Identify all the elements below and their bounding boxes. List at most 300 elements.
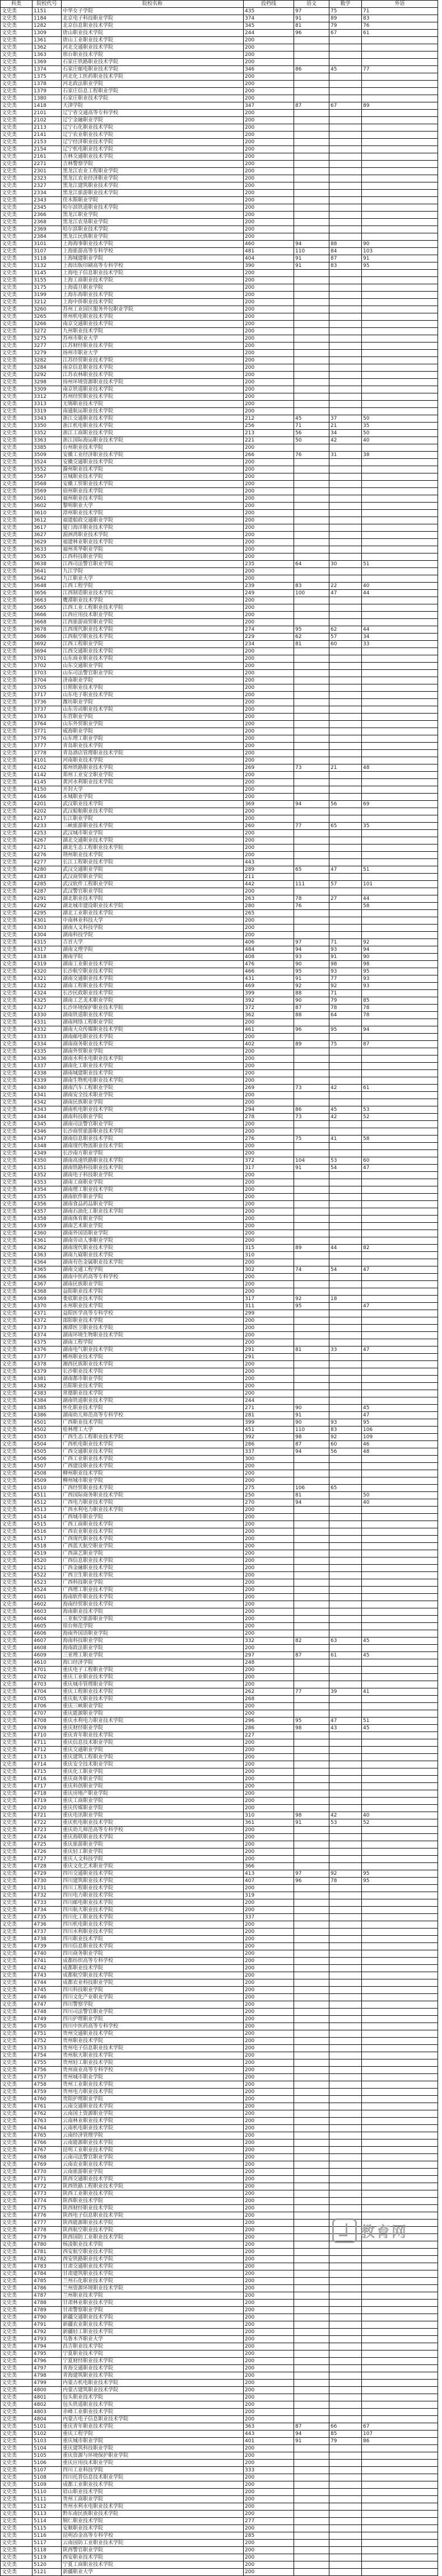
table-row	[1, 30, 438, 37]
cell-code: 5115	[32, 2525, 62, 2532]
table-row	[1, 1063, 438, 1070]
cell-subject: 文史类	[1, 2387, 32, 2394]
cell-subject: 文史类	[1, 452, 32, 459]
cell-subject: 文史类	[1, 2249, 32, 2256]
cell-subject: 文史类	[1, 328, 32, 335]
cell-line: 451	[244, 1427, 294, 1434]
cell-code: 3567	[32, 473, 62, 481]
cell-english	[362, 1048, 438, 1055]
cell-chinese	[294, 2016, 329, 2023]
cell-subject: 文史类	[1, 1521, 32, 1528]
cell-subject: 文史类	[1, 859, 32, 866]
table-row	[1, 124, 438, 132]
cell-line: 248	[244, 1659, 294, 1667]
cell-chinese	[294, 1696, 329, 1703]
cell-code: 4356	[32, 1201, 62, 1208]
cell-code: 3648	[32, 583, 62, 590]
cell-name: 湖南民族职业学院	[62, 1281, 244, 1288]
cell-subject: 文史类	[1, 1594, 32, 1601]
table-row	[1, 1536, 438, 1543]
cell-chinese	[294, 2227, 329, 2234]
cell-english	[362, 1536, 438, 1543]
cell-chinese: 83	[294, 583, 329, 590]
cell-subject: 文史类	[1, 270, 32, 277]
cell-chinese: 74	[294, 1266, 329, 1274]
cell-code: 4757	[32, 2074, 62, 2081]
table-row	[1, 452, 438, 459]
cell-english	[362, 2081, 438, 2089]
cell-code: 4779	[32, 2234, 62, 2241]
table-row	[1, 1157, 438, 1165]
cell-code: 4271	[32, 844, 62, 852]
cell-subject: 文史类	[1, 1419, 32, 1427]
cell-code: 4729	[32, 1870, 62, 1878]
cell-math	[329, 2380, 362, 2387]
table-row	[1, 488, 438, 495]
cell-subject: 文史类	[1, 219, 32, 226]
table-row	[1, 1856, 438, 1863]
cell-line: 200	[244, 2547, 294, 2554]
cell-math	[329, 401, 362, 408]
cell-name: 重庆工程职业技术学院	[62, 1688, 244, 1696]
table-row	[1, 81, 438, 88]
cell-code: 2343	[32, 197, 62, 204]
table-row	[1, 990, 438, 997]
table-row	[1, 2460, 438, 2467]
cell-code: 4701	[32, 1667, 62, 1674]
cell-line: 200	[244, 604, 294, 612]
cell-subject: 文史类	[1, 1099, 32, 1106]
cell-english	[362, 786, 438, 794]
cell-chinese	[294, 2205, 329, 2212]
cell-name: 湖北生态工程职业技术学院	[62, 844, 244, 852]
cell-line: 200	[244, 1645, 294, 1652]
cell-line: 200	[244, 2074, 294, 2081]
cell-chinese	[294, 2503, 329, 2511]
cell-line: 200	[244, 779, 294, 786]
cell-line: 200	[244, 1223, 294, 1230]
cell-name: 湖南工程学院	[62, 1339, 244, 1346]
cell-math	[329, 2561, 362, 2569]
cell-code: 4385	[32, 1405, 62, 1412]
cell-chinese: 98	[294, 1725, 329, 1732]
cell-code: 5116	[32, 2532, 62, 2540]
cell-code: 4706	[32, 1703, 62, 1710]
cell-english	[362, 721, 438, 728]
cell-english: 44	[362, 626, 438, 634]
cell-line: 200	[244, 1128, 294, 1135]
cell-name: 内蒙古电子信息职业技术学院	[62, 2416, 244, 2423]
table-row	[1, 1448, 438, 1456]
table-row	[1, 2365, 438, 2372]
cell-line: 200	[244, 699, 294, 706]
table-row	[1, 1208, 438, 1216]
cell-english	[362, 292, 438, 299]
cell-name: 湖南外国语职业学院	[62, 1230, 244, 1237]
cell-english: 58	[362, 1135, 438, 1143]
cell-name: 浙江国际海运职业技术学院	[62, 437, 244, 444]
cell-subject: 文史类	[1, 226, 32, 233]
cell-chinese	[294, 2030, 329, 2038]
cell-math	[329, 1048, 362, 1055]
cell-code: 4711	[32, 1739, 62, 1747]
table-row	[1, 1688, 438, 1696]
cell-line: 200	[244, 2343, 294, 2350]
col-header-line: 投档线	[244, 1, 294, 8]
cell-chinese: 90	[294, 1419, 329, 1427]
table-row	[1, 1005, 438, 1012]
cell-subject: 文史类	[1, 764, 32, 772]
table-row	[1, 2409, 438, 2416]
cell-math	[329, 750, 362, 757]
cell-name: 西安航空职业技术学院	[62, 2249, 244, 2256]
cell-subject: 文史类	[1, 73, 32, 81]
cell-code: 3260	[32, 306, 62, 313]
cell-chinese	[294, 175, 329, 182]
table-row	[1, 2423, 438, 2430]
cell-code: 4784	[32, 2270, 62, 2278]
cell-subject: 文史类	[1, 1630, 32, 1637]
cell-code: 4793	[32, 2336, 62, 2343]
cell-math	[329, 153, 362, 161]
cell-subject: 文史类	[1, 1346, 32, 1354]
cell-line: 200	[244, 728, 294, 735]
cell-line: 275	[244, 1485, 294, 1492]
cell-chinese	[294, 335, 329, 342]
cell-math: 56	[329, 1448, 362, 1456]
cell-line: 200	[244, 2496, 294, 2503]
cell-code: 4347	[32, 1135, 62, 1143]
cell-chinese	[294, 1929, 329, 1936]
cell-chinese	[294, 2067, 329, 2074]
cell-english	[362, 1703, 438, 1710]
cell-chinese	[294, 2052, 329, 2059]
cell-code: 4506	[32, 1456, 62, 1463]
cell-english	[362, 1848, 438, 1856]
cell-subject: 文史类	[1, 1834, 32, 1841]
cell-name: 湖南司法警官职业学院	[62, 1121, 244, 1128]
table-row	[1, 1026, 438, 1034]
cell-code: 4253	[32, 830, 62, 837]
cell-code: 5114	[32, 2518, 62, 2525]
cell-code: 4608	[32, 1645, 62, 1652]
cell-code: 1375	[32, 73, 62, 81]
cell-english	[362, 1507, 438, 1514]
cell-chinese	[294, 2481, 329, 2489]
cell-name: 重庆建筑工程职业学院	[62, 1754, 244, 1761]
cell-subject: 文史类	[1, 2234, 32, 2241]
cell-chinese	[294, 2336, 329, 2343]
cell-name: 新疆农业职业技术学院	[62, 2321, 244, 2329]
cell-name: 四川职业技术学院	[62, 1936, 244, 1943]
cell-math	[329, 2387, 362, 2394]
cell-english	[362, 1019, 438, 1026]
cell-chinese	[294, 1055, 329, 1063]
cell-math	[329, 612, 362, 619]
table-row	[1, 2183, 438, 2190]
cell-math: 42	[329, 1114, 362, 1121]
cell-english	[362, 204, 438, 212]
table-row	[1, 1907, 438, 1914]
cell-subject: 文史类	[1, 1528, 32, 1536]
cell-english	[362, 37, 438, 44]
cell-name: 重庆城市管理职业学院	[62, 1681, 244, 1688]
table-row	[1, 364, 438, 372]
cell-chinese	[294, 1507, 329, 1514]
cell-name: 重庆三峡职业学院	[62, 1703, 244, 1710]
cell-english	[362, 2394, 438, 2401]
cell-line: 476	[244, 961, 294, 968]
cell-subject: 文史类	[1, 1368, 32, 1376]
col-header-code: 院校代号	[32, 1, 62, 8]
cell-math	[329, 1216, 362, 1223]
cell-english	[362, 2089, 438, 2096]
cell-code: 3692	[32, 641, 62, 648]
cell-code: 4758	[32, 2081, 62, 2089]
cell-math	[329, 1223, 362, 1230]
cell-math	[329, 2481, 362, 2489]
table-row	[1, 459, 438, 466]
cell-code: 3641	[32, 568, 62, 575]
table-row	[1, 524, 438, 532]
cell-math	[329, 372, 362, 379]
table-row	[1, 830, 438, 837]
cell-name: 湖南外贸职业学院	[62, 1048, 244, 1055]
cell-chinese	[294, 2183, 329, 2190]
cell-subject: 文史类	[1, 524, 32, 532]
cell-line: 200	[244, 510, 294, 517]
cell-english: 77	[362, 66, 438, 73]
cell-chinese	[294, 59, 329, 66]
cell-english	[362, 2183, 438, 2190]
cell-math	[329, 510, 362, 517]
cell-math	[329, 2118, 362, 2125]
cell-name: 浙江工商职业技术学院	[62, 430, 244, 437]
table-row	[1, 1346, 438, 1354]
cell-line: 286	[244, 1725, 294, 1732]
cell-english	[362, 794, 438, 801]
cell-english	[362, 1179, 438, 1186]
cell-name: 青岛酒店管理职业技术学院	[62, 750, 244, 757]
cell-english	[362, 2198, 438, 2205]
cell-chinese	[294, 1310, 329, 1317]
cell-chinese	[294, 2110, 329, 2118]
cell-math	[329, 1201, 362, 1208]
cell-line: 200	[244, 1092, 294, 1099]
cell-line: 413	[244, 1870, 294, 1878]
cell-name: 苏州经贸职业技术学院	[62, 393, 244, 401]
cell-chinese	[294, 1383, 329, 1390]
cell-name: 重庆电子工程职业学院	[62, 1667, 244, 1674]
table-row	[1, 1339, 438, 1346]
cell-math	[329, 459, 362, 466]
cell-english	[362, 1143, 438, 1150]
cell-math: 98	[329, 961, 362, 968]
cell-code: 1380	[32, 95, 62, 102]
cell-english	[362, 575, 438, 583]
cell-code: 3275	[32, 335, 62, 342]
cell-subject: 文史类	[1, 2190, 32, 2198]
table-row	[1, 575, 438, 583]
cell-subject: 文史类	[1, 663, 32, 670]
cell-subject: 文史类	[1, 1848, 32, 1856]
cell-english	[362, 604, 438, 612]
cell-chinese: 96	[294, 1026, 329, 1034]
cell-name: 武汉职业技术学院	[62, 801, 244, 808]
cell-line: 200	[244, 2365, 294, 2372]
cell-math: 71	[329, 990, 362, 997]
cell-name: 永城职业学院	[62, 794, 244, 801]
cell-chinese	[294, 1863, 329, 1870]
cell-name: 中南林业科技大学	[62, 917, 244, 925]
cell-math	[329, 1834, 362, 1841]
cell-line: 200	[244, 364, 294, 372]
cell-line: 302	[244, 1266, 294, 1274]
cell-line: 200	[244, 139, 294, 146]
cell-line: 319	[244, 1892, 294, 1899]
cell-english: 53	[362, 1106, 438, 1114]
cell-subject: 文史类	[1, 1987, 32, 1994]
cell-english	[362, 146, 438, 153]
cell-code: 5107	[32, 2467, 62, 2474]
cell-english	[362, 2329, 438, 2336]
cell-english	[362, 2336, 438, 2343]
cell-line: 200	[244, 1899, 294, 1907]
cell-math: 75	[329, 8, 362, 15]
cell-chinese	[294, 1361, 329, 1368]
cell-subject: 文史类	[1, 437, 32, 444]
cell-english: 46	[362, 1441, 438, 1448]
cell-english	[362, 2511, 438, 2518]
cell-name: 湘南学院	[62, 954, 244, 961]
cell-math	[329, 2089, 362, 2096]
cell-subject: 文史类	[1, 852, 32, 859]
cell-subject: 文史类	[1, 1303, 32, 1310]
cell-name: 四川护理职业学院	[62, 2016, 244, 2023]
cell-line: 310	[244, 1812, 294, 1819]
cell-chinese	[294, 1659, 329, 1667]
cell-math	[329, 1557, 362, 1565]
table-row	[1, 2336, 438, 2343]
cell-subject: 文史类	[1, 553, 32, 561]
cell-name: 新疆交通职业技术学院	[62, 2314, 244, 2321]
cell-name: 贵州交通职业技术学院	[62, 2030, 244, 2038]
cell-chinese	[294, 655, 329, 663]
cell-subject: 文史类	[1, 1739, 32, 1747]
cell-english: 89	[362, 102, 438, 110]
cell-subject: 文史类	[1, 2445, 32, 2452]
cell-line: 431	[244, 975, 294, 983]
cell-code: 4504	[32, 1441, 62, 1448]
cell-line: 234	[244, 641, 294, 648]
cell-math	[329, 175, 362, 182]
cell-subject: 文史类	[1, 175, 32, 182]
cell-code: 4332	[32, 1026, 62, 1034]
cell-line: 200	[244, 684, 294, 692]
table-row	[1, 1085, 438, 1092]
cell-code: 3309	[32, 386, 62, 393]
cell-name: 辽宁经济职业技术学院	[62, 139, 244, 146]
table-row	[1, 1245, 438, 1252]
cell-subject: 文史类	[1, 357, 32, 364]
cell-chinese	[294, 466, 329, 473]
cell-chinese	[294, 728, 329, 735]
cell-chinese	[294, 1856, 329, 1863]
cell-line: 399	[244, 1419, 294, 1427]
cell-chinese	[294, 1732, 329, 1739]
cell-english	[362, 2350, 438, 2358]
cell-chinese	[294, 1776, 329, 1783]
cell-code: 3279	[32, 350, 62, 357]
cell-chinese	[294, 837, 329, 844]
cell-chinese	[294, 1805, 329, 1812]
cell-line: 200	[244, 2350, 294, 2358]
cell-chinese	[294, 1354, 329, 1361]
table-row	[1, 714, 438, 721]
cell-math	[329, 721, 362, 728]
cell-code: 4789	[32, 2307, 62, 2314]
cell-name: 江苏财经职业技术学院	[62, 342, 244, 350]
cell-chinese	[294, 1390, 329, 1397]
cell-chinese	[294, 95, 329, 102]
cell-chinese: 95	[294, 1303, 329, 1310]
table-row	[1, 1798, 438, 1805]
table-row	[1, 1237, 438, 1245]
table-row	[1, 1230, 438, 1237]
cell-math	[329, 1929, 362, 1936]
cell-chinese	[294, 830, 329, 837]
cell-subject: 文史类	[1, 1827, 32, 1834]
cell-english: 76	[362, 22, 438, 30]
cell-line: 372	[244, 1157, 294, 1165]
cell-code: 4346	[32, 1128, 62, 1135]
cell-english	[362, 1696, 438, 1703]
cell-subject: 文史类	[1, 473, 32, 481]
cell-name: 贵州工商职业学院	[62, 2496, 244, 2503]
cell-name: 广西国际商务职业技术学院	[62, 1492, 244, 1499]
cell-english	[362, 1550, 438, 1557]
cell-line: 265	[244, 910, 294, 917]
cell-math	[329, 168, 362, 175]
table-row	[1, 1965, 438, 1972]
cell-english	[362, 2118, 438, 2125]
cell-math	[329, 2525, 362, 2532]
cell-english	[362, 2547, 438, 2554]
cell-english	[362, 2263, 438, 2270]
cell-subject: 文史类	[1, 1441, 32, 1448]
cell-chinese	[294, 372, 329, 379]
cell-chinese	[294, 168, 329, 175]
cell-chinese	[294, 699, 329, 706]
cell-name: 河北政法职业学院	[62, 81, 244, 88]
cell-line: 200	[244, 1557, 294, 1565]
cell-english: 40	[362, 1812, 438, 1819]
cell-name: 重庆工程学院	[62, 2430, 244, 2438]
table-row	[1, 117, 438, 124]
cell-english: 95	[362, 968, 438, 975]
cell-math	[329, 1492, 362, 1499]
cell-chinese: 106	[294, 1485, 329, 1492]
table-row	[1, 1143, 438, 1150]
cell-code: 3776	[32, 735, 62, 743]
table-row	[1, 677, 438, 684]
cell-line: 200	[244, 655, 294, 663]
cell-chinese: 87	[294, 102, 329, 110]
cell-english: 50	[362, 1492, 438, 1499]
cell-subject: 文史类	[1, 2074, 32, 2081]
cell-line: 271	[244, 1405, 294, 1412]
cell-line: 262	[244, 1688, 294, 1696]
